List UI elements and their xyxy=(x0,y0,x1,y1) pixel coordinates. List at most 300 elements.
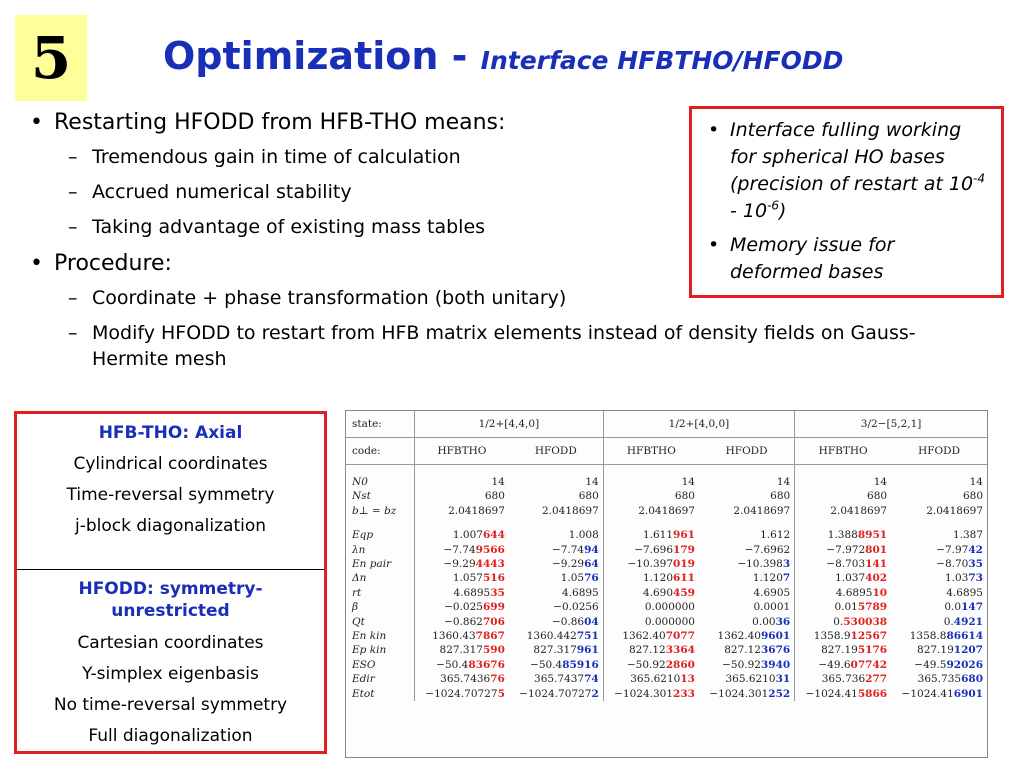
table-value-cell xyxy=(509,557,603,571)
value-digits: 1.057 xyxy=(452,572,483,585)
table-value-cell xyxy=(891,658,987,672)
table-value-cell xyxy=(699,489,795,503)
differing-digits-hfbtho: 9566 xyxy=(475,543,505,556)
value-digits: −50.92 xyxy=(722,658,761,671)
table-value-cell xyxy=(509,629,603,643)
differing-digits-hfbtho: 2860 xyxy=(665,658,695,671)
table-value-cell xyxy=(795,615,891,629)
table-value-cell xyxy=(415,475,509,489)
value-digits: −1024.70727 xyxy=(425,687,498,700)
differing-digits-hfodd: 147 xyxy=(961,601,983,614)
value-digits: 2.0418697 xyxy=(638,504,695,517)
value-digits: −7.6962 xyxy=(744,543,791,556)
table-value-cell xyxy=(415,687,509,701)
table-spacer-cell xyxy=(346,518,415,528)
table-state-cell: 3/2−[5,2,1] xyxy=(795,411,987,438)
box-divider xyxy=(17,569,324,570)
table-row xyxy=(346,672,987,686)
differing-digits-hfbtho: 5 xyxy=(497,687,505,700)
table-value-cell xyxy=(509,658,603,672)
table-value-cell xyxy=(795,672,891,686)
differing-digits-hfbtho: 179 xyxy=(673,543,695,556)
value-digits: 1358.8 xyxy=(909,630,947,643)
value-digits: 14 xyxy=(873,476,888,488)
value-digits: −0.86 xyxy=(551,615,585,628)
value-digits: 1.120 xyxy=(642,572,674,585)
table-row-label: Qt xyxy=(346,615,415,629)
table-value-cell xyxy=(699,672,795,686)
table-value-cell xyxy=(891,643,987,657)
table-row xyxy=(346,600,987,614)
value-digits: 14 xyxy=(681,476,695,488)
table-row xyxy=(346,504,987,518)
differing-digits-hfbtho: 8951 xyxy=(857,529,888,542)
value-digits: 1.007 xyxy=(452,529,483,542)
table-value-cell xyxy=(603,528,699,542)
table-value-cell xyxy=(415,528,509,542)
value-digits: 1.611 xyxy=(642,529,674,542)
differing-digits-hfbtho: 5176 xyxy=(857,644,888,657)
differing-digits-hfbtho: 644 xyxy=(482,529,505,542)
value-digits: 680 xyxy=(770,490,791,503)
axial-line: j-block diagonalization xyxy=(74,516,267,536)
note-item-interface: • Interface fulling working for spherical HO bases (precision of restart at $10^{-4} - 10^{-6}$) xyxy=(702,117,991,225)
table-value-cell xyxy=(603,658,699,672)
table-row xyxy=(346,615,987,629)
table-value-cell xyxy=(509,528,603,542)
hfodd-title: HFODD: symmetry-unrestricted xyxy=(78,579,263,621)
table-value-cell xyxy=(699,615,795,629)
table-value-cell xyxy=(699,504,795,518)
table-code-cell: HFODD xyxy=(891,438,987,465)
note-box xyxy=(689,106,1004,298)
comparison-box xyxy=(14,411,327,754)
table-value-cell xyxy=(795,586,891,600)
table-value-cell xyxy=(603,687,699,701)
value-digits: 680 xyxy=(867,490,888,503)
table-value-cell xyxy=(415,504,509,518)
table-value-cell xyxy=(415,586,509,600)
value-digits: 1.612 xyxy=(760,529,791,542)
table-value-cell xyxy=(699,643,795,657)
slide-number-badge: 5 xyxy=(15,15,87,101)
value-digits: 1362.40 xyxy=(717,630,761,643)
table-value-cell xyxy=(891,475,987,489)
table-value-cell xyxy=(891,600,987,614)
differing-digits-hfodd: 31 xyxy=(775,673,791,686)
table-value-cell xyxy=(509,643,603,657)
table-row xyxy=(346,658,987,672)
value-digits: 365.735 xyxy=(917,673,962,686)
table-value-cell xyxy=(891,504,987,518)
table-code-label: code: xyxy=(346,438,415,465)
value-digits: 1.008 xyxy=(568,529,599,542)
value-digits: −7.74 xyxy=(443,543,476,556)
table-value-cell xyxy=(795,489,891,503)
value-digits: −49.6 xyxy=(818,658,851,671)
value-digits: −7.972 xyxy=(826,543,866,556)
table-state-cell: 1/2+[4,4,0] xyxy=(415,411,604,438)
table-value-cell xyxy=(891,543,987,557)
differing-digits-hfbtho: 277 xyxy=(865,673,888,686)
differing-digits-hfbtho: 530038 xyxy=(843,615,888,628)
value-digits: 14 xyxy=(969,476,983,488)
sub-bullet-item: – Modify HFODD to restart from HFB matrix elements instead of density fields on Gauss-Hermite mesh xyxy=(28,320,972,372)
table-row-label: λn xyxy=(346,543,415,557)
differing-digits-hfbtho: 402 xyxy=(865,572,888,585)
value-digits: 14 xyxy=(585,476,599,488)
value-digits: −50.4 xyxy=(530,658,563,671)
value-digits: 0.00 xyxy=(752,615,776,628)
table-value-cell xyxy=(603,475,699,489)
table-row xyxy=(346,586,987,600)
value-digits: −50.92 xyxy=(626,658,666,671)
results-table xyxy=(345,410,988,758)
differing-digits-hfbtho: 699 xyxy=(482,601,505,614)
table-value-cell xyxy=(699,629,795,643)
table-value-cell xyxy=(891,629,987,643)
differing-digits-hfbtho: 5789 xyxy=(857,601,888,614)
table-spacer-cell xyxy=(346,465,415,476)
value-digits: 680 xyxy=(674,490,695,503)
differing-digits-hfbtho: 801 xyxy=(865,543,888,556)
differing-digits-hfbtho: 12567 xyxy=(850,630,888,643)
table-row-label: Ep kin xyxy=(346,643,415,657)
table-spacer-cell xyxy=(699,465,795,476)
value-digits: −1024.41 xyxy=(805,687,858,700)
table-value-cell xyxy=(603,586,699,600)
table-value-cell xyxy=(891,571,987,585)
table-value-cell xyxy=(415,571,509,585)
table-value-cell xyxy=(795,475,891,489)
value-digits: 1.387 xyxy=(952,529,983,542)
table-value-cell xyxy=(509,615,603,629)
differing-digits-hfodd: 2 xyxy=(591,687,599,700)
differing-digits-hfbtho: 590 xyxy=(482,644,505,657)
value-digits: 827.19 xyxy=(821,644,858,657)
table-value-cell xyxy=(699,658,795,672)
table-value-cell xyxy=(795,543,891,557)
table-spacer-cell xyxy=(509,518,603,528)
table-row-label: Eqp xyxy=(346,528,415,542)
table-value-cell xyxy=(509,687,603,701)
table-value-cell xyxy=(795,629,891,643)
table-value-cell xyxy=(891,672,987,686)
table-value-cell xyxy=(509,504,603,518)
table-value-cell xyxy=(699,557,795,571)
value-digits: 365.736 xyxy=(821,673,866,686)
value-digits: 4.6895 xyxy=(946,586,983,599)
table-row xyxy=(346,557,987,571)
table-value-cell xyxy=(891,586,987,600)
table-row xyxy=(346,687,987,701)
table-value-cell xyxy=(603,672,699,686)
differing-digits-hfodd: 1207 xyxy=(953,644,983,657)
differing-digits-hfbtho: 10 xyxy=(872,586,888,599)
differing-digits-hfodd: 6901 xyxy=(953,687,983,700)
table-code-cell: HFBTHO xyxy=(415,438,509,465)
value-digits: 0.000000 xyxy=(644,615,695,628)
table-code-row xyxy=(346,438,987,465)
value-digits: 4.6895 xyxy=(562,586,599,599)
differing-digits-hfodd: 86614 xyxy=(946,630,983,643)
value-digits: 1360.43 xyxy=(432,630,476,643)
value-digits: 1.037 xyxy=(835,572,866,585)
table-value-cell xyxy=(509,672,603,686)
title-sub: Interface HFBTHO/HFODD xyxy=(480,46,844,75)
slide-title xyxy=(163,34,843,78)
hfodd-line: Full diagonalization xyxy=(88,726,253,746)
value-digits: 14 xyxy=(776,476,791,488)
table-value-cell xyxy=(509,543,603,557)
value-digits: −8.703 xyxy=(826,558,866,571)
value-digits: 4.690 xyxy=(642,586,674,599)
differing-digits-hfodd: 35 xyxy=(968,558,983,571)
value-digits: −7.74 xyxy=(551,543,585,556)
table-code-cell: HFBTHO xyxy=(795,438,891,465)
table-value-cell xyxy=(699,687,795,701)
table-value-cell xyxy=(509,586,603,600)
table-row-label: Etot xyxy=(346,687,415,701)
value-digits: 827.12 xyxy=(724,644,761,657)
differing-digits-hfodd: 42 xyxy=(968,543,983,556)
axial-title: HFB-THO: Axial xyxy=(98,423,243,443)
value-digits: −7.97 xyxy=(936,543,969,556)
value-digits: 365.6210 xyxy=(725,673,776,686)
differing-digits-hfbtho: 07742 xyxy=(850,658,888,671)
sub-bullet-item: – Taking advantage of existing mass tables xyxy=(28,214,978,240)
value-digits: −8.70 xyxy=(936,558,969,571)
value-digits: 365.7436 xyxy=(440,673,491,686)
hfodd-line: Cartesian coordinates xyxy=(77,633,264,653)
value-digits: 2.0418697 xyxy=(926,504,983,517)
table-state-cell: 1/2+[4,0,0] xyxy=(603,411,794,438)
value-digits: 4.6895 xyxy=(835,586,873,599)
value-digits: −50.4 xyxy=(436,658,469,671)
table-row xyxy=(346,475,987,489)
differing-digits-hfbtho: 611 xyxy=(673,572,695,585)
differing-digits-hfodd: 36 xyxy=(775,615,791,628)
table-row-label: En pair xyxy=(346,557,415,571)
value-digits: −49.5 xyxy=(914,658,947,671)
table-value-cell xyxy=(603,629,699,643)
value-digits: −1024.301 xyxy=(709,687,769,700)
table-spacer-cell xyxy=(415,465,509,476)
value-digits: 2.0418697 xyxy=(830,504,888,517)
table-value-cell xyxy=(795,571,891,585)
value-digits: 680 xyxy=(578,490,599,503)
value-digits: 827.317 xyxy=(533,644,577,657)
table-row xyxy=(346,528,987,542)
table-value-cell xyxy=(891,528,987,542)
table-value-cell xyxy=(891,615,987,629)
table-state-row xyxy=(346,411,987,438)
differing-digits-hfbtho: 35 xyxy=(490,586,505,599)
differing-digits-hfbtho: 019 xyxy=(673,558,695,571)
table-code-cell: HFODD xyxy=(509,438,603,465)
differing-digits-hfbtho: 76 xyxy=(490,673,505,686)
title-main: Optimization - xyxy=(163,34,481,78)
table-value-cell xyxy=(603,615,699,629)
table-value-cell xyxy=(699,475,795,489)
value-digits: 827.12 xyxy=(628,644,666,657)
table-value-cell xyxy=(891,557,987,571)
table-value-cell xyxy=(415,543,509,557)
sub-bullet-item: – Coordinate + phase transformation (both unitary) xyxy=(28,285,978,311)
differing-digits-hfodd: 7 xyxy=(782,572,791,585)
table-value-cell xyxy=(415,658,509,672)
table-row-label: β xyxy=(346,600,415,614)
differing-digits-hfodd: 3 xyxy=(782,558,791,571)
table-spacer-row xyxy=(346,465,987,476)
table-row-label: Nst xyxy=(346,489,415,503)
differing-digits-hfodd: 85916 xyxy=(562,658,599,671)
table-spacer-row xyxy=(346,518,987,528)
differing-digits-hfodd: 04 xyxy=(584,615,599,628)
table-value-cell xyxy=(415,672,509,686)
value-digits: 1.388 xyxy=(827,529,858,542)
differing-digits-hfbtho: 3364 xyxy=(665,644,695,657)
value-digits: −0.025 xyxy=(444,601,483,614)
differing-digits-hfbtho: 459 xyxy=(673,586,695,599)
value-digits: 4.6905 xyxy=(753,586,791,599)
value-digits: −10.398 xyxy=(737,558,783,571)
table-row xyxy=(346,489,987,503)
value-digits: −7.696 xyxy=(634,543,674,556)
differing-digits-hfbtho: 4443 xyxy=(475,558,505,571)
differing-digits-hfodd: 751 xyxy=(576,630,599,643)
value-digits: 0. xyxy=(833,615,844,628)
table-row xyxy=(346,543,987,557)
differing-digits-hfodd: 76 xyxy=(584,572,599,585)
table-value-cell xyxy=(509,489,603,503)
table-value-cell xyxy=(509,571,603,585)
table-row-label: En kin xyxy=(346,629,415,643)
differing-digits-hfbtho: 961 xyxy=(673,529,695,542)
table-value-cell xyxy=(509,600,603,614)
value-digits: −0.0256 xyxy=(553,601,599,614)
value-digits: −1024.70727 xyxy=(519,687,592,700)
value-digits: 365.7437 xyxy=(534,673,585,686)
table-value-cell xyxy=(795,687,891,701)
differing-digits-hfbtho: 516 xyxy=(482,572,505,585)
bullet-item: • Restarting HFODD from HFB-THO means: xyxy=(28,108,978,138)
differing-digits-hfodd: 73 xyxy=(968,572,983,585)
value-digits: 2.0418697 xyxy=(448,504,505,517)
table-code-cell: HFBTHO xyxy=(603,438,699,465)
value-digits: 1.120 xyxy=(752,572,783,585)
differing-digits-hfodd: 3676 xyxy=(760,644,791,657)
value-digits: 2.0418697 xyxy=(541,504,599,517)
table-row xyxy=(346,629,987,643)
table-value-cell xyxy=(699,543,795,557)
value-digits: −9.29 xyxy=(443,558,476,571)
table-value-cell xyxy=(891,489,987,503)
value-digits: 2.0418697 xyxy=(733,504,791,517)
value-digits: 1.03 xyxy=(944,572,969,585)
value-digits: −9.29 xyxy=(551,558,585,571)
differing-digits-hfbtho: 706 xyxy=(482,615,505,628)
table-value-cell xyxy=(795,557,891,571)
value-digits: −10.397 xyxy=(627,558,674,571)
differing-digits-hfodd: 252 xyxy=(768,687,791,700)
differing-digits-hfodd: 94 xyxy=(584,543,599,556)
table-state-label: state: xyxy=(346,411,415,438)
value-digits: 365.6210 xyxy=(630,673,681,686)
value-digits: 827.317 xyxy=(439,644,483,657)
value-digits: 0.0001 xyxy=(753,601,791,614)
table-spacer-cell xyxy=(603,518,699,528)
table-value-cell xyxy=(415,489,509,503)
table-row-label: Edir xyxy=(346,672,415,686)
differing-digits-hfodd: 74 xyxy=(584,673,599,686)
table-row-label: ESO xyxy=(346,658,415,672)
differing-digits-hfbtho: 7077 xyxy=(665,630,695,643)
table-value-cell xyxy=(699,528,795,542)
table-value-cell xyxy=(415,600,509,614)
table-value-cell xyxy=(603,489,699,503)
table-value-cell xyxy=(603,504,699,518)
sub-bullet-item: – Accrued numerical stability xyxy=(28,179,978,205)
table-row-label: Δn xyxy=(346,571,415,585)
value-digits: 680 xyxy=(484,490,505,503)
value-digits: 1362.40 xyxy=(622,630,666,643)
table-value-cell xyxy=(415,629,509,643)
value-digits: 14 xyxy=(491,476,505,488)
table-row-label: b⊥ = bz xyxy=(346,504,415,518)
table-row xyxy=(346,571,987,585)
differing-digits-hfbtho: 5866 xyxy=(857,687,888,700)
table-row-label: rt xyxy=(346,586,415,600)
sub-bullet-item: – Tremendous gain in time of calculation xyxy=(28,144,978,170)
differing-digits-hfbtho: 83676 xyxy=(468,658,505,671)
value-digits: −0.862 xyxy=(444,615,483,628)
note-item-memory: • Memory issue for deformed bases xyxy=(702,232,991,286)
table-row-label: N0 xyxy=(346,475,415,489)
table-value-cell xyxy=(699,600,795,614)
table-value-cell xyxy=(603,600,699,614)
value-digits: 1360.442 xyxy=(526,630,577,643)
table-value-cell xyxy=(699,586,795,600)
value-digits: 4.6895 xyxy=(453,586,491,599)
axial-line: Time-reversal symmetry xyxy=(66,485,275,505)
table-spacer-cell xyxy=(795,518,891,528)
hfodd-line: Y-simplex eigenbasis xyxy=(82,664,259,684)
table-value-cell xyxy=(415,643,509,657)
table-value-cell xyxy=(795,600,891,614)
differing-digits-hfbtho: 7867 xyxy=(475,630,505,643)
table-value-cell xyxy=(795,528,891,542)
value-digits: −1024.41 xyxy=(901,687,954,700)
differing-digits-hfodd: 4921 xyxy=(953,615,983,628)
table-value-cell xyxy=(795,504,891,518)
differing-digits-hfodd: 3940 xyxy=(760,658,791,671)
value-digits: 1358.9 xyxy=(813,630,851,643)
table-spacer-cell xyxy=(891,518,987,528)
table-value-cell xyxy=(603,543,699,557)
differing-digits-hfodd: 92026 xyxy=(946,658,983,671)
table-spacer-cell xyxy=(509,465,603,476)
table-value-cell xyxy=(795,658,891,672)
table-value-cell xyxy=(603,643,699,657)
differing-digits-hfbtho: 13 xyxy=(680,673,695,686)
table-spacer-cell xyxy=(699,518,795,528)
value-digits: −1024.301 xyxy=(614,687,674,700)
table-value-cell xyxy=(603,557,699,571)
value-digits: 827.19 xyxy=(917,644,954,657)
value-digits: 680 xyxy=(962,490,983,503)
value-digits: 0.01 xyxy=(834,601,858,614)
